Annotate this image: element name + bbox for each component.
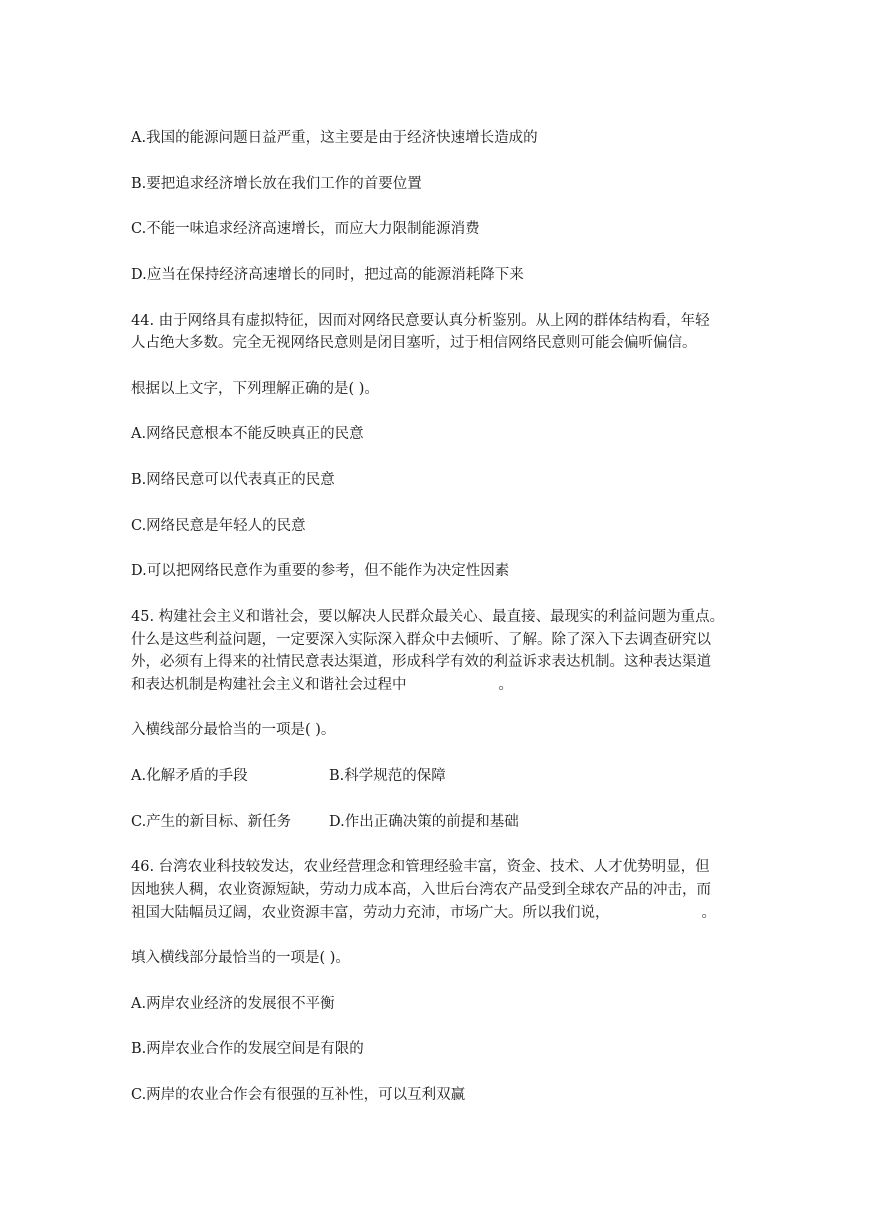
q44-option-c: C.网络民意是年轻人的民意	[131, 518, 306, 534]
q46-option-b: B.两岸农业合作的发展空间是有限的	[131, 1041, 364, 1057]
q45-question: 入横线部分最恰当的一项是( )。	[131, 722, 336, 738]
q45-option-b: B.科学规范的保障	[329, 768, 446, 784]
q44-option-d: D.可以把网络民意作为重要的参考，但不能作为决定性因素	[131, 563, 510, 579]
q45-option-c: C.产生的新目标、新任务	[131, 814, 292, 830]
q45-stem-line-3: 外，必须有上得来的社情民意表达渠道，形成科学有效的利益诉求表达机制。这种表达渠道	[131, 654, 711, 670]
q44-stem-line-2: 人占绝大多数。完全无视网络民意则是闭目塞听，过于相信网络民意则可能会偏听偏信。	[131, 335, 697, 351]
q46-question: 填入横线部分最恰当的一项是( )。	[131, 950, 350, 966]
q43-option-c: C.不能一味追求经济高速增长，而应大力限制能源消费	[131, 221, 480, 237]
q43-option-b: B.要把追求经济增长放在我们工作的首要位置	[131, 176, 422, 192]
q45-stem-end: 。	[498, 677, 513, 693]
q44-option-b: B.网络民意可以代表真正的民意	[131, 472, 335, 488]
q45-stem-line-1: 45. 构建社会主义和谐社会，要以解决人民群众最关心、最直接、最现实的利益问题为重点。	[131, 609, 725, 625]
q45-stem-line-4	[131, 675, 513, 695]
q46-stem-line-3	[131, 903, 716, 923]
q44-stem-line-1: 44. 由于网络具有虚拟特征，因而对网络民意要认真分析鉴别。从上网的群体结构看，年轻	[131, 313, 710, 329]
q46-stem-last: 祖国大陆幅员辽阔，农业资源丰富，劳动力充沛，市场广大。所以我们说，	[131, 905, 610, 921]
q45-stem-line-2: 什么是这些利益问题，一定要深入实际深入群众中去倾听、了解。除了深入下去调查研究以	[131, 632, 711, 648]
q45-option-d: D.作出正确决策的前提和基础	[329, 814, 519, 830]
q46-stem-line-2: 因地狭人稠，农业资源短缺，劳动力成本高，入世后台湾农产品受到全球农产品的冲击，而	[131, 882, 711, 898]
q44-question: 根据以上文字，下列理解正确的是( )。	[131, 381, 379, 397]
q45-stem-last: 和表达机制是构建社会主义和谐社会过程中	[131, 677, 407, 693]
q46-stem-end: 。	[701, 905, 716, 921]
q45-option-a: A.化解矛盾的手段	[131, 768, 248, 784]
q46-option-a: A.两岸农业经济的发展很不平衡	[131, 996, 335, 1012]
q43-option-a: A.我国的能源问题日益严重，这主要是由于经济快速增长造成的	[131, 130, 538, 146]
q44-option-a: A.网络民意根本不能反映真正的民意	[131, 426, 364, 442]
q46-stem-line-1: 46. 台湾农业科技较发达，农业经营理念和管理经验丰富，资金、技术、人才优势明显，但	[131, 859, 710, 875]
q46-option-c: C.两岸的农业合作会有很强的互补性，可以互利双赢	[131, 1087, 466, 1103]
q43-option-d: D.应当在保持经济高速增长的同时，把过高的能源消耗降下来	[131, 267, 524, 283]
